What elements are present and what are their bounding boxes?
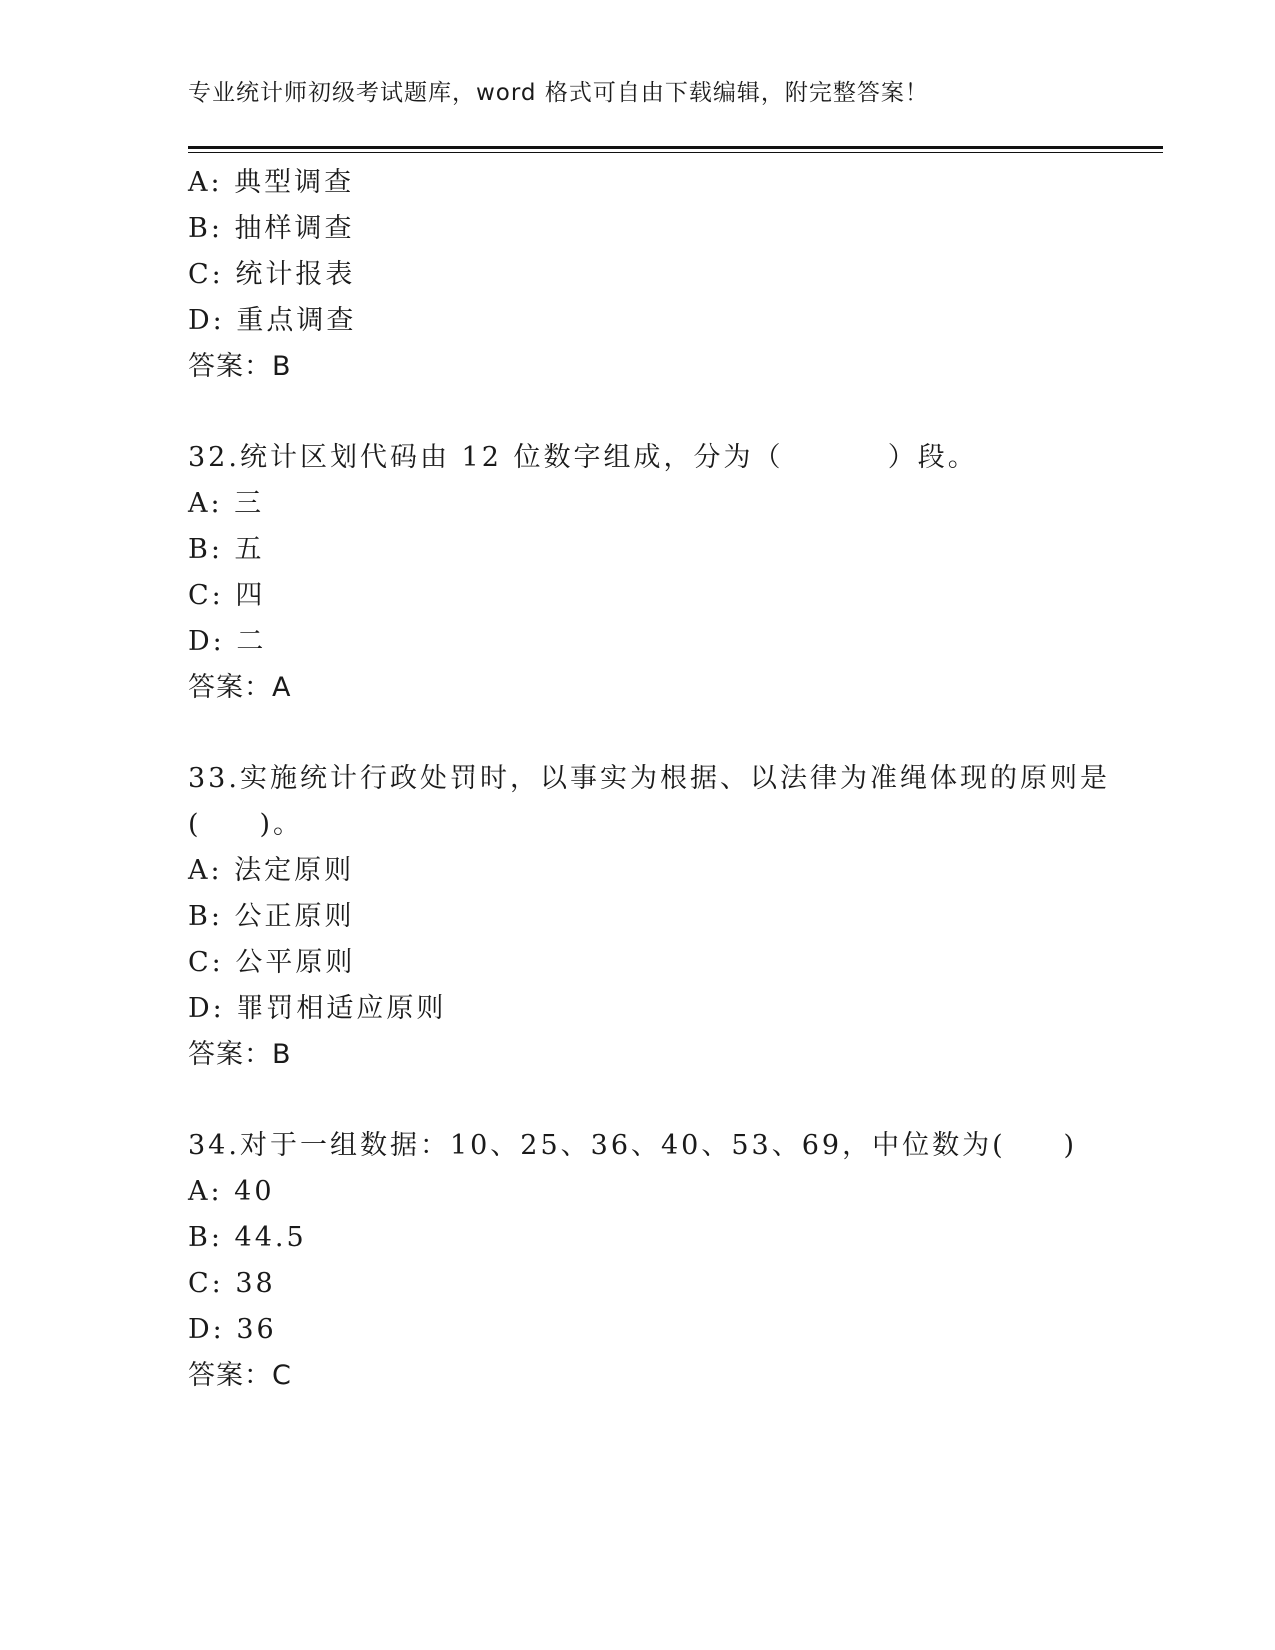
option-b: B: 44.5 [188,1222,307,1253]
question-34 [188,1123,1128,1399]
option-b: B: 抽样调查 [188,213,355,244]
option-c: C: 公平原则 [188,947,356,978]
option-d: D: 二 [188,626,267,657]
option-a: A: 三 [188,488,265,519]
document-body [188,160,1128,1399]
question-stem-line-2: ( )。 [188,809,303,840]
option-d: D: 罪罚相适应原则 [188,993,447,1024]
option-c: C: 统计报表 [188,259,356,290]
answer: 答案：B [188,351,292,382]
answer: 答案：A [188,672,292,703]
answer: 答案：C [188,1360,292,1391]
option-a: A: 典型调查 [188,167,355,198]
option-d: D: 36 [188,1314,277,1345]
option-b: B: 五 [188,534,265,565]
question-stem: 34.对于一组数据：10、25、36、40、53、69，中位数为( ) [188,1130,1078,1161]
question-32 [188,435,1128,711]
option-a: A: 40 [188,1176,275,1207]
question-stem-line-1: 33.实施统计行政处罚时，以事实为根据、以法律为准绳体现的原则是 [188,763,1110,794]
header-rule-thin [188,152,1163,153]
option-d: D: 重点调查 [188,305,357,336]
question-stem: 32.统计区划代码由 12 位数字组成，分为（ ）段。 [188,442,978,473]
header-rule-thick [188,146,1163,149]
option-c: C: 四 [188,580,266,611]
question-33 [188,756,1128,1078]
question-31 [188,160,1128,390]
option-c: C: 38 [188,1268,276,1299]
page-header: 专业统计师初级考试题库，word 格式可自由下载编辑，附完整答案！ [188,80,929,106]
answer: 答案：B [188,1039,292,1070]
option-a: A: 法定原则 [188,855,355,886]
option-b: B: 公正原则 [188,901,355,932]
